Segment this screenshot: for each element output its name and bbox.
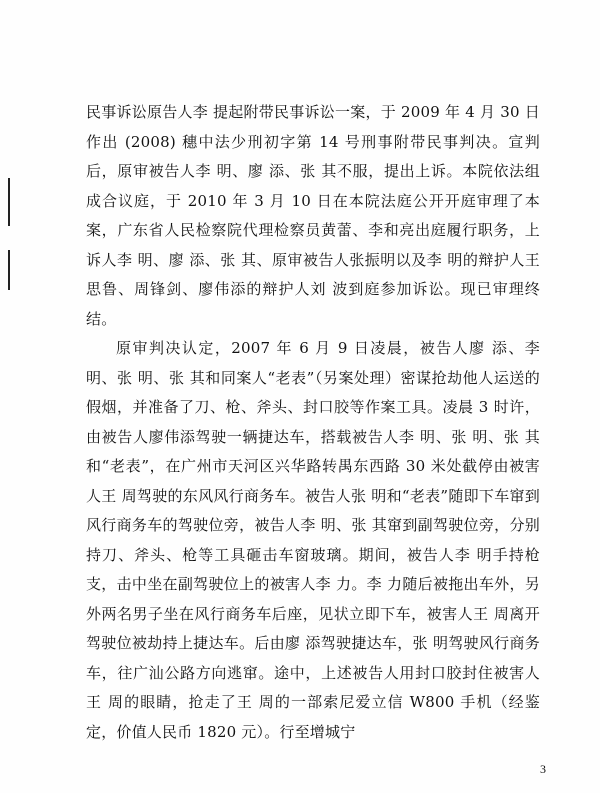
page-number: 3 xyxy=(540,762,546,776)
paragraph: 原审判决认定，2007 年 6 月 9 日凌晨，被告人廖 添、李 明、张 明、张 其和同案人“老表”（另案处理）密谋抢劫他人运送的假烟，并准备了刀、枪、斧头、封口胶等作案工具。凌晨 3 时许，由被告人廖伟添驾驶一辆捷达车，搭载被告人李 明、张 明、张 其和“老表”，在广州市天河区兴华路转禺东西路 30 米处截停由被害人王 周驾驶的东风风行商务车。被告人张 明和“老表”随即下车窜到风行商务车的驾驶位旁，被告人李 明、张 其窜到副驾驶位旁，分别持刀、斧头、枪等工具砸击车窗玻璃。期间，被告人李 明手持枪支，击中坐在副驾驶位上的被害人李 力。李 力随后被拖出车外，另外两名男子坐在风行商务车后座，见状立即下车，被害人王 周离开驾驶位被劫持上捷达车。后由廖 添驾驶捷达车，张 明驾驶风行商务车，往广汕公路方向逃窜。途中，上述被告人用封口胶封住被害人王 周的眼睛，抢走了王 周的一部索尼爱立信 W800 手机（经鉴定，价值人民币 1820 元）。行至增城宁 xyxy=(86,339,540,741)
binding-mark xyxy=(8,178,10,226)
paragraph: 民事诉讼原告人李 提起附带民事诉讼一案，于 2009 年 4 月 30 日作出 (2008) 穗中法少刑初字第 14 号刑事附带民事判决。宣判后，原审被告人李 明、廖 添、张 其不服，提出上诉。本院依法组成合议庭，于 2010 年 3 月 10 日在本院法庭公开开庭审理了本案，广东省人民检察院代理检察员黄蕾、李和亮出庭履行职务，上诉人李 明、廖 添、张 其、原审被告人张振明以及李 明的辩护人王思鲁、周锋剑、廖伟添的辩护人刘 波到庭参加诉讼。现已审理终结。 xyxy=(86,103,540,328)
binding-mark xyxy=(8,250,10,290)
document-body xyxy=(86,98,540,747)
